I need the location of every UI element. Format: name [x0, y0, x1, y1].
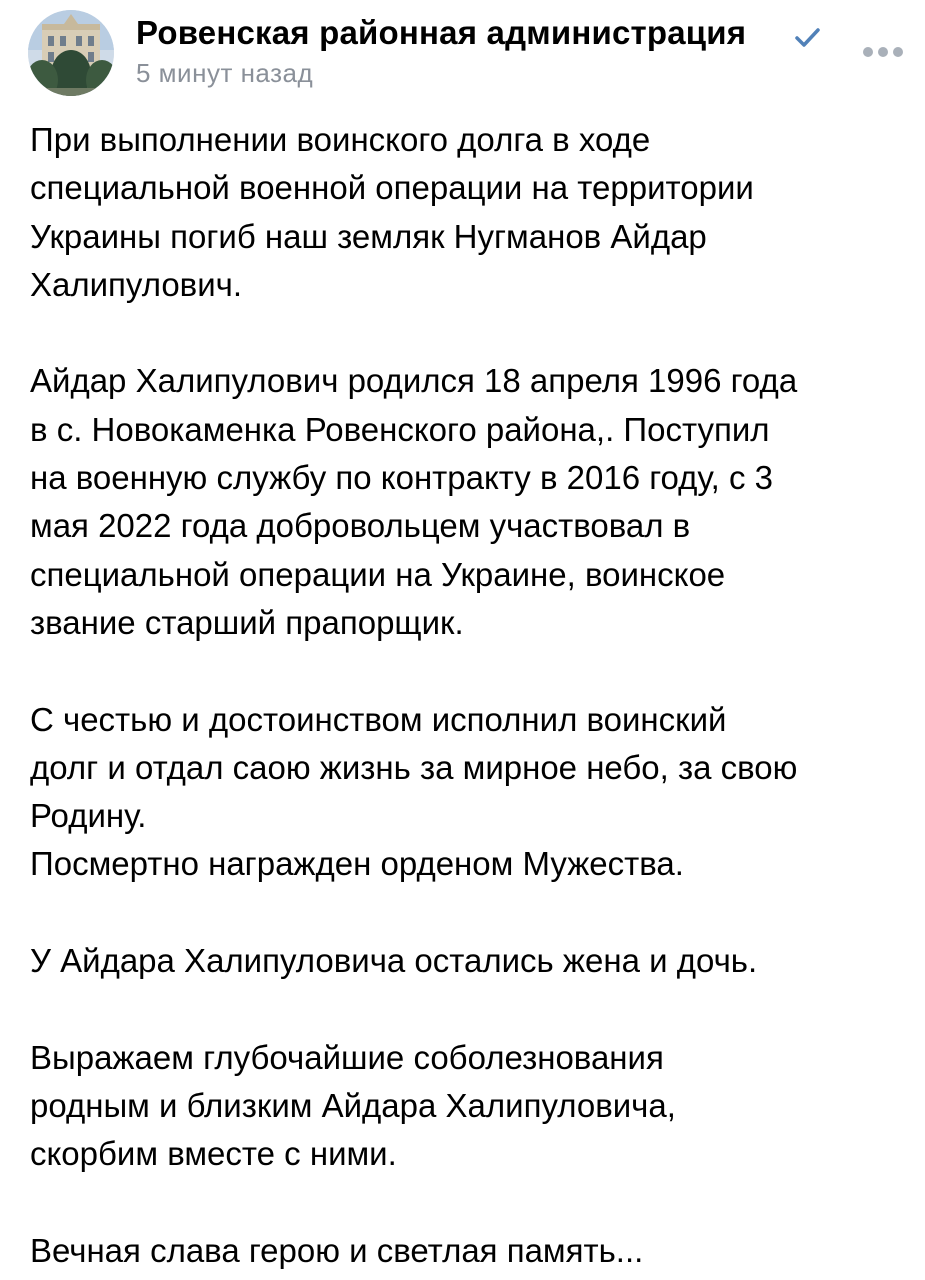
paragraph-gap [30, 985, 910, 1033]
avatar-image [28, 10, 114, 96]
paragraph-gap [30, 647, 910, 695]
more-options-button[interactable] [860, 38, 906, 66]
author-name[interactable]: Ровенская районная администрация [136, 14, 747, 51]
more-dots-icon [860, 38, 906, 66]
post-text [30, 116, 910, 1275]
paragraph-gap [30, 309, 910, 357]
post-paragraph: Вечная слава герою и светлая память... [30, 1231, 644, 1269]
post-paragraph: С честью и достоинством исполнил воинский долг и отдал саою жизнь за мирное небо, за свою Родину. Посмертно награжден орденом Мужества. [30, 700, 798, 883]
verified-check-icon [792, 22, 822, 52]
post-header [0, 0, 925, 110]
post-paragraph: Выражаем глубочайшие соболезнования родным и близким Айдара Халипуловича, скорбим вместе с ними. [30, 1038, 676, 1173]
post-paragraph: При выполнении воинского долга в ходе специальной военной операции на территории Украины погиб наш земляк Нугманов Айдар Халипулович. [30, 121, 754, 303]
post-time[interactable]: 5 минут назад [136, 58, 314, 88]
paragraph-gap [30, 889, 910, 937]
paragraph-gap [30, 1179, 910, 1227]
avatar[interactable] [28, 10, 114, 96]
post-paragraph: У Айдара Халипуловича остались жена и дочь. [30, 942, 758, 980]
post-paragraph: Айдар Халипулович родился 18 апреля 1996 года в с. Новокаменка Ровенского района,. Поступил на военную службу по контракту в 2016 году, с 3 мая 2022 года добровольцем участвовал в специальной операции на Украине, воинское звание старший прапорщик. [30, 362, 798, 641]
